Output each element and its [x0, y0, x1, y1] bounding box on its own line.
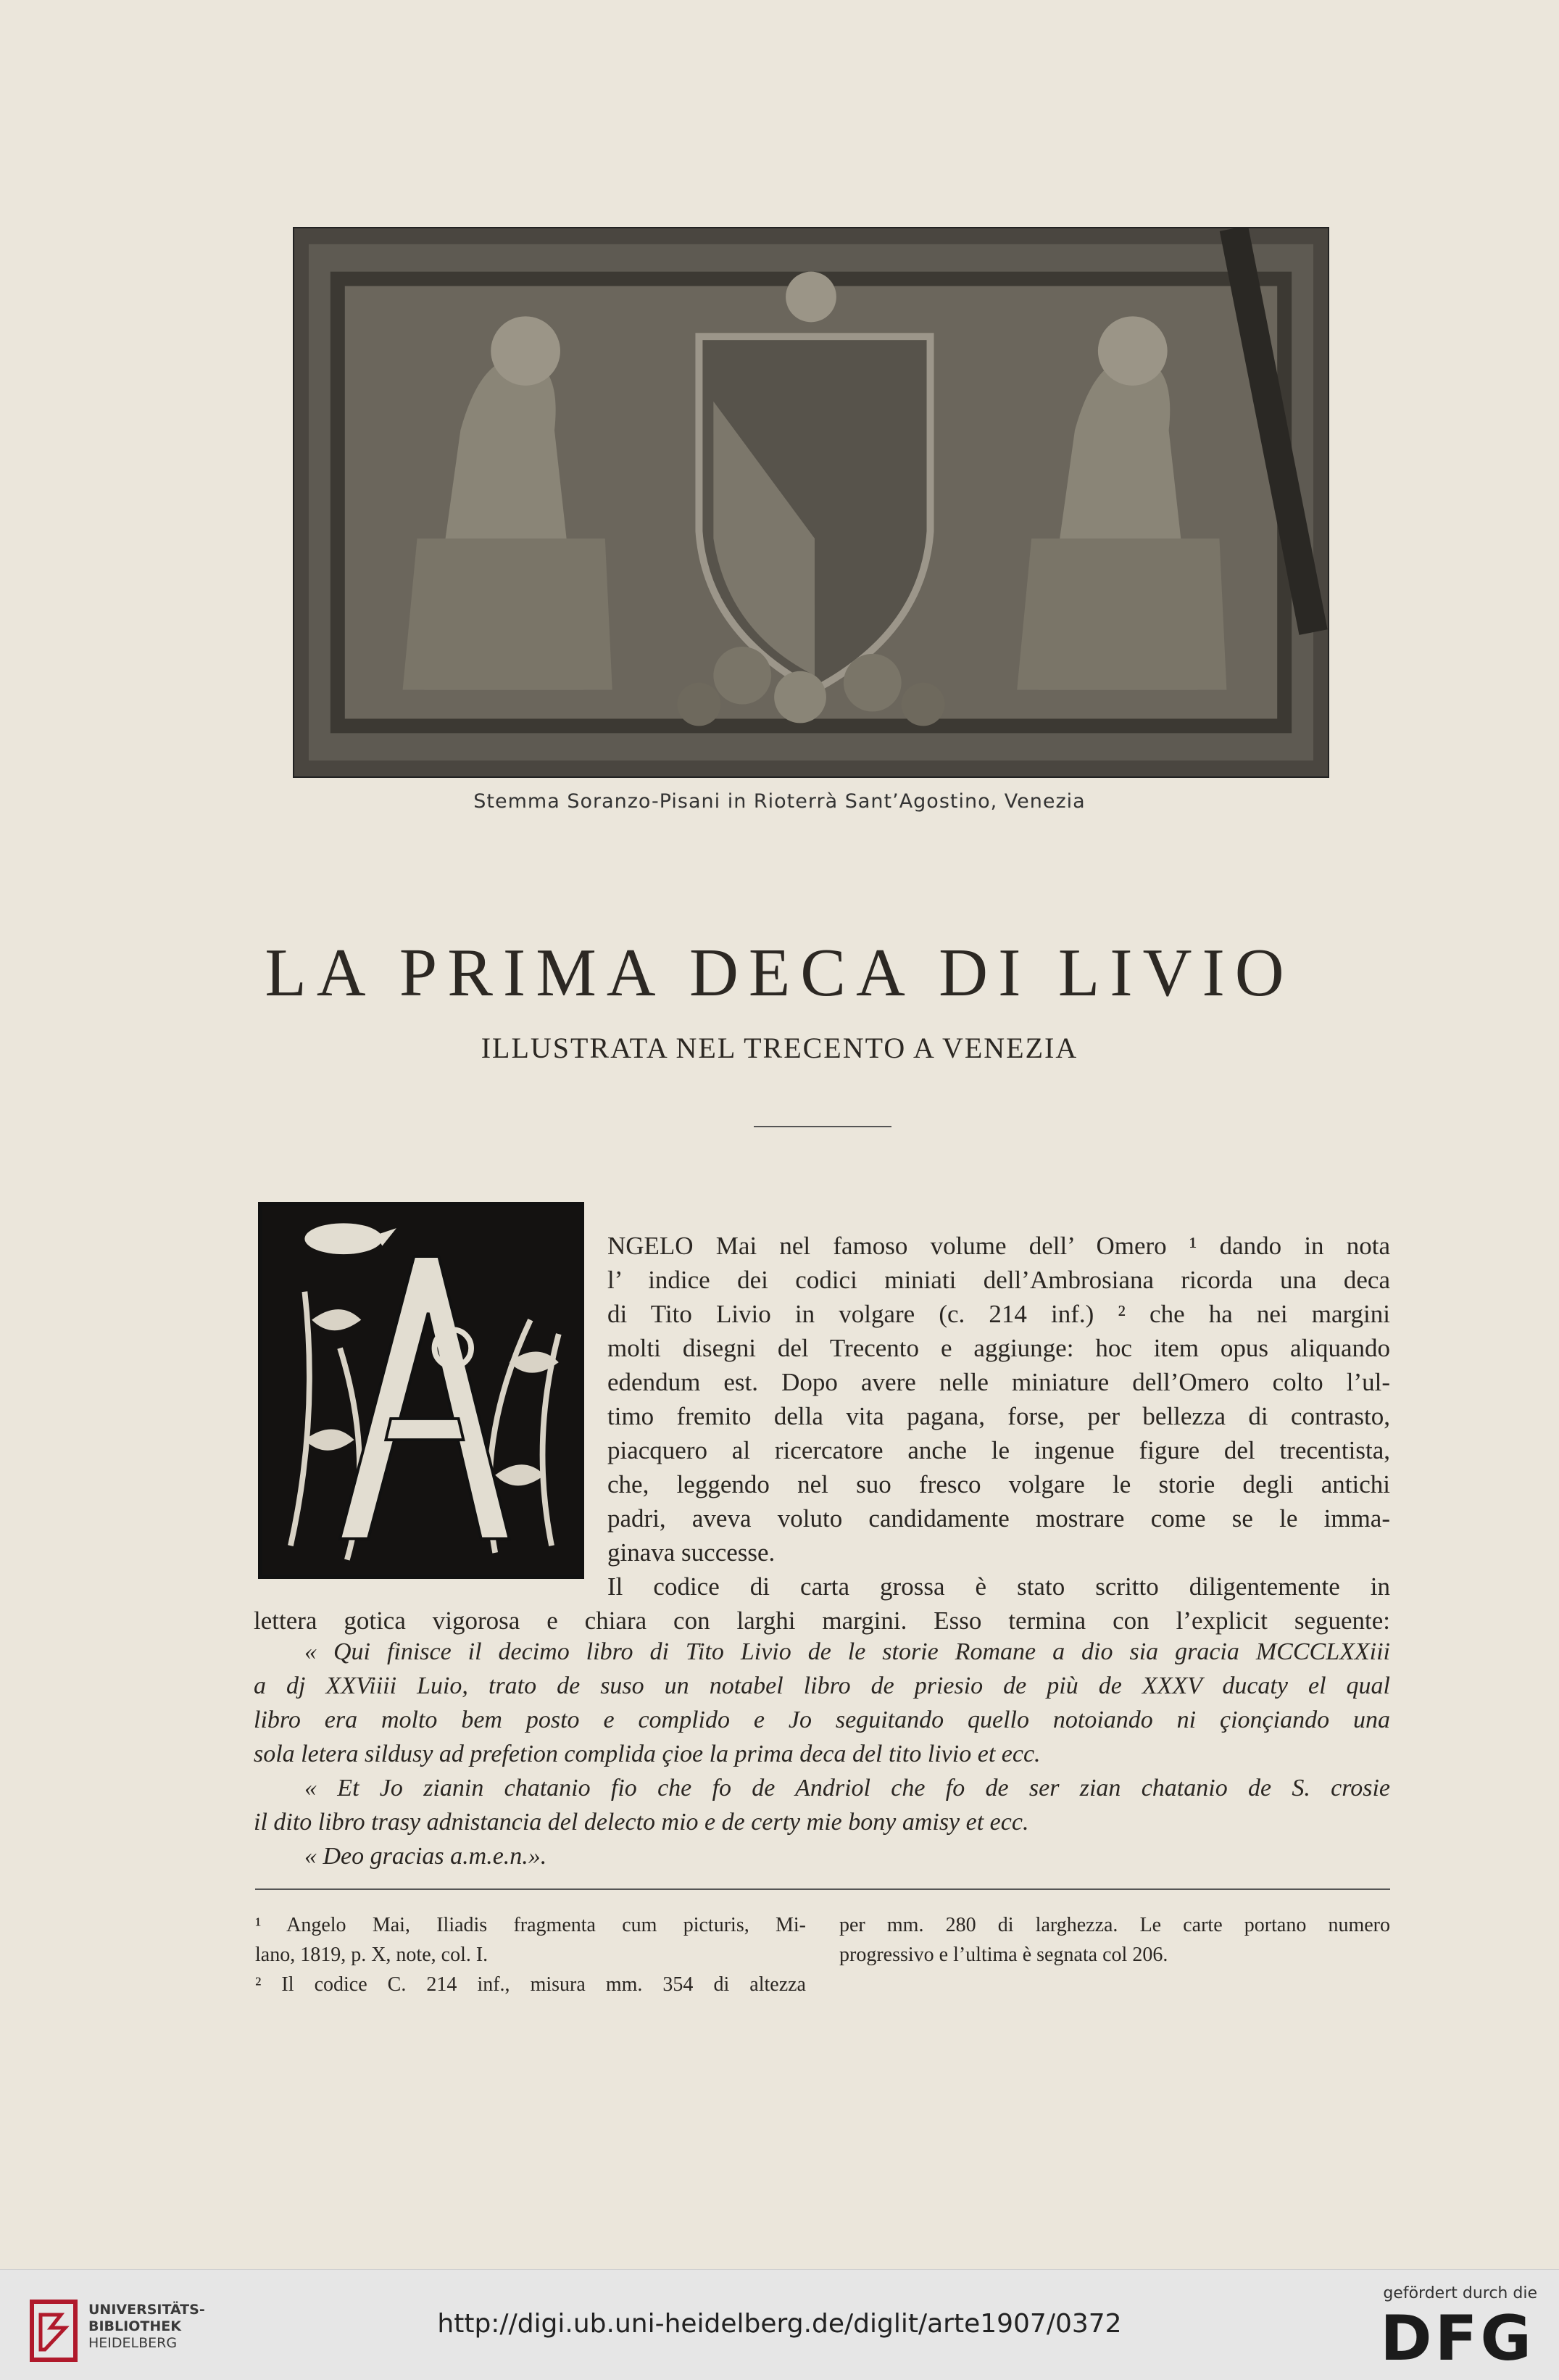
explicit-quote-3	[254, 1839, 1390, 1873]
footnote-line: per mm. 280 di larghezza. Le carte portano numero	[839, 1914, 1390, 1936]
text-line: NGELO Mai nel famoso volume dell’ Omero ¹ dando in nota	[607, 1232, 1390, 1260]
dfg-logo[interactable]: DFG	[1380, 2302, 1534, 2375]
text-line: edendum est. Dopo avere nelle miniature dell’Omero colto l’ul-	[607, 1368, 1390, 1396]
text-line: di Tito Livio in volgare (c. 214 inf.) ² che ha nei margini	[607, 1300, 1390, 1328]
text-line: piacquero al ricercatore anche le ingenue figure del trecentista,	[607, 1436, 1390, 1464]
page-subtitle: ILLUSTRATA NEL TRECENTO A VENEZIA	[481, 1032, 1078, 1064]
footnote-line: progressivo e l’ultima è segnata col 206.	[839, 1944, 1168, 1966]
quote-line: « Deo gracias a.m.e.n.».	[304, 1843, 547, 1870]
text-line: timo fremito della vita pagana, forse, per bellezza di contrasto,	[607, 1402, 1390, 1430]
text-line: ginava successe.	[607, 1538, 776, 1567]
text-line: padri, aveva voluto candidamente mostrare come se le imma-	[607, 1504, 1390, 1533]
footnotes-right-column	[839, 1910, 1390, 1970]
paragraph-1	[607, 1229, 1390, 1570]
footnote-line: ² Il codice C. 214 inf., misura mm. 354 di altezza	[255, 1973, 806, 1996]
funding-label: gefördert durch die	[1383, 2284, 1537, 2302]
title-divider	[754, 1126, 891, 1127]
photo-caption: Stemma Soranzo-Pisani in Rioterrà Sant’Agostino, Venezia	[473, 790, 1086, 813]
library-name-line: BIBLIOTHEK	[88, 2318, 181, 2334]
text-line: Il codice di carta grossa è stato scritto diligentemente in	[607, 1572, 1390, 1601]
page-title: LA PRIMA DECA DI LIVIO	[265, 935, 1294, 1011]
library-name-line: HEIDELBERG	[88, 2335, 178, 2351]
footnotes-left-column	[255, 1910, 806, 1999]
text-line: l’ indice dei codici miniati dell’Ambrosiana ricorda una deca	[607, 1266, 1390, 1294]
quote-line: sola letera sildusy ad prefetion complida çioe la prima deca del tito livio et ecc.	[254, 1741, 1041, 1767]
footnote-line: ¹ Angelo Mai, Iliadis fragmenta cum picturis, Mi-	[255, 1914, 806, 1936]
quote-line: « Et Jo zianin chatanio fio che fo de Andriol che fo de ser zian chatanio de S. crosie	[304, 1775, 1390, 1801]
library-name-line: UNIVERSITÄTS-	[88, 2302, 205, 2318]
text-line: lettera gotica vigorosa e chiara con larghi margini. Esso termina con l’explicit seguente:	[254, 1606, 1390, 1635]
decorated-initial-A	[258, 1202, 584, 1579]
text-line: molti disegni del Trecento e aggiunge: hoc item opus aliquando	[607, 1334, 1390, 1362]
text-line: che, leggendo nel suo fresco volgare le storie degli antichi	[607, 1470, 1390, 1498]
explicit-quote-2	[254, 1771, 1390, 1839]
quote-line: il dito libro trasy adnistancia del delecto mio e de certy mie bony amisy et ecc.	[254, 1809, 1029, 1836]
footnote-line: lano, 1819, p. X, note, col. I.	[255, 1944, 489, 1966]
viewer-footer	[0, 2269, 1559, 2380]
source-url-link[interactable]: http://digi.ub.uni-heidelberg.de/diglit/arte1907/0372	[437, 2309, 1122, 2339]
quote-line: a dj XXViiii Luio, trato de suso un notabel libro de priesio de più de XXXV ducaty el qual	[254, 1672, 1390, 1699]
footnote-divider	[255, 1888, 1390, 1890]
relief-photograph	[293, 227, 1329, 778]
paragraph-2	[254, 1570, 1390, 1638]
quote-line: libro era molto bem posto e complido e Jo seguitando quello notoiando ni çionçiando una	[254, 1707, 1390, 1733]
explicit-quote-1	[254, 1635, 1390, 1771]
quote-line: « Qui finisce il decimo libro di Tito Livio de le storie Romane a dio sia gracia MCCCLXXiii	[304, 1638, 1390, 1665]
